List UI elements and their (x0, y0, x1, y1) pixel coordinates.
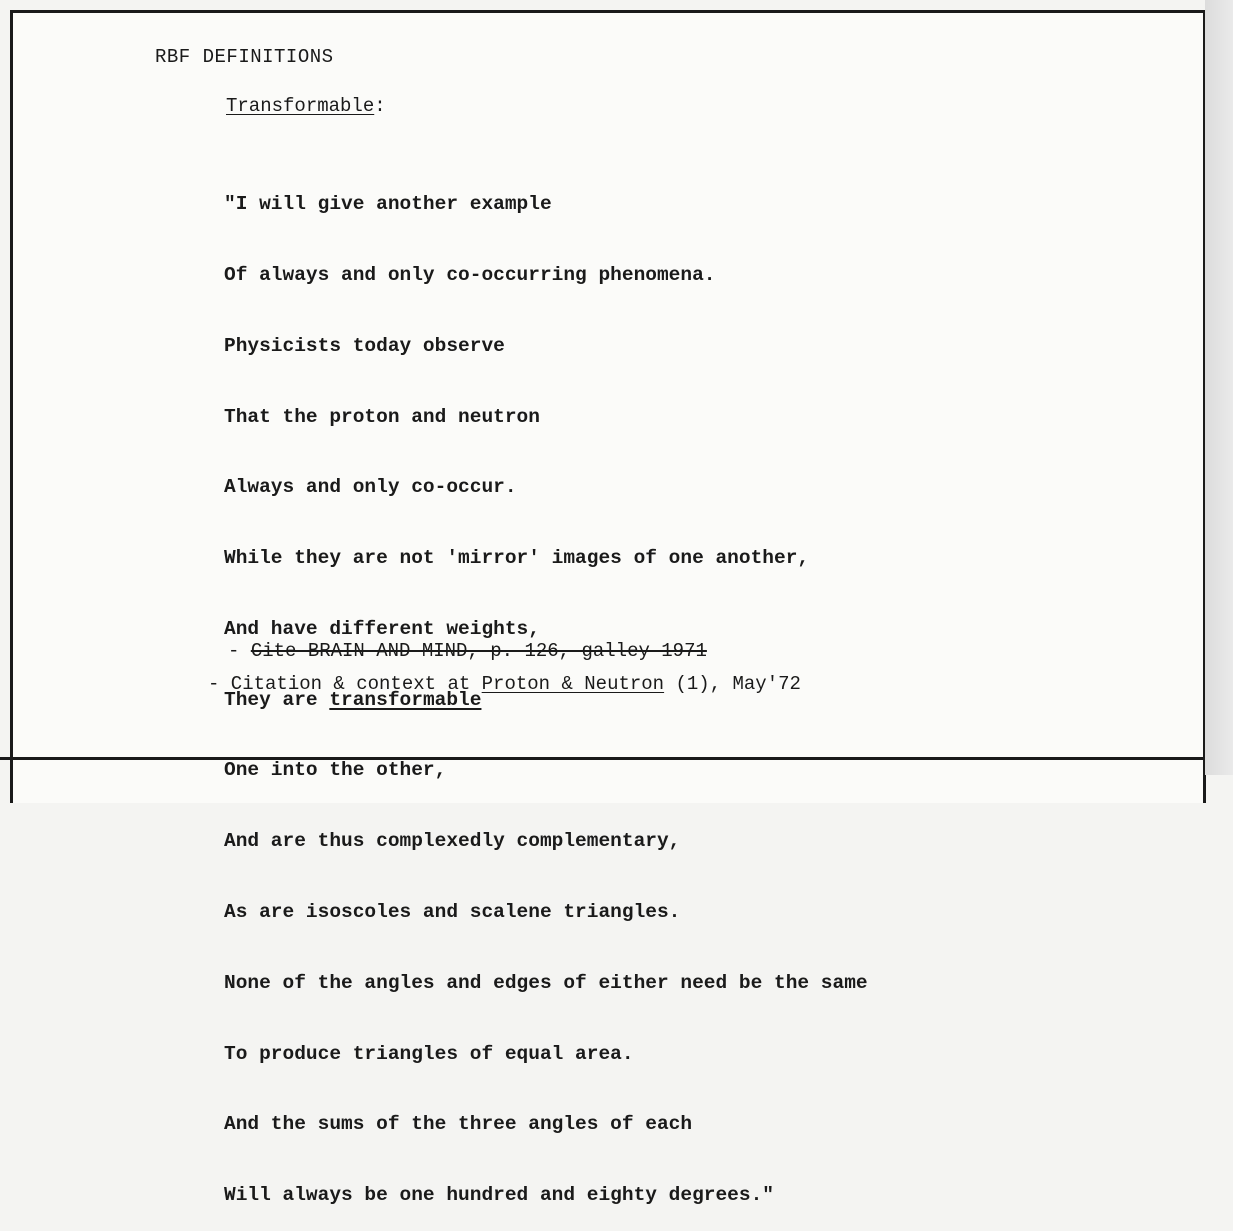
citation-dash: - (228, 640, 251, 662)
page-edge (1205, 0, 1233, 775)
term-title: Transformable (226, 95, 375, 117)
verse-line: None of the angles and edges of either need be the same (224, 971, 868, 994)
verse-line: Will always be one hundred and eighty degrees." (224, 1184, 774, 1207)
current-citation (208, 673, 801, 695)
verse-line-prefix: They are (224, 688, 330, 711)
verse-line: To produce triangles of equal area. (224, 1042, 634, 1065)
verse-line: And are thus complexedly complementary, (224, 830, 681, 853)
verse-line: "I will give another example (224, 193, 552, 216)
document-heading: RBF DEFINITIONS (155, 46, 334, 68)
verse-line: Always and only co-occur. (224, 476, 517, 499)
verse-line: Physicists today observe (224, 334, 505, 357)
citation-suffix: (1), May'72 (664, 673, 801, 695)
verse-line: One into the other, (224, 759, 447, 782)
struck-citation-text: Cite BRAIN AND MIND, p. 126, galley 1971 (250, 640, 707, 662)
term-heading (226, 95, 386, 117)
verse-line: That the proton and neutron (224, 405, 540, 428)
verse-line: While they are not 'mirror' images of one another, (224, 547, 810, 570)
verse-line: And the sums of the three angles of each (224, 1113, 693, 1136)
citation-prefix: - Citation & context at (208, 673, 482, 695)
verse-line: As are isoscoles and scalene triangles. (224, 901, 681, 923)
underlined-word: transformable (329, 688, 482, 711)
verse-line: Of always and only co-occurring phenomena. (224, 263, 716, 286)
struck-citation (228, 640, 707, 662)
term-colon: : (374, 95, 386, 117)
verse-line: And have different weights, (224, 617, 540, 640)
citation-link[interactable]: Proton & Neutron (481, 673, 665, 695)
